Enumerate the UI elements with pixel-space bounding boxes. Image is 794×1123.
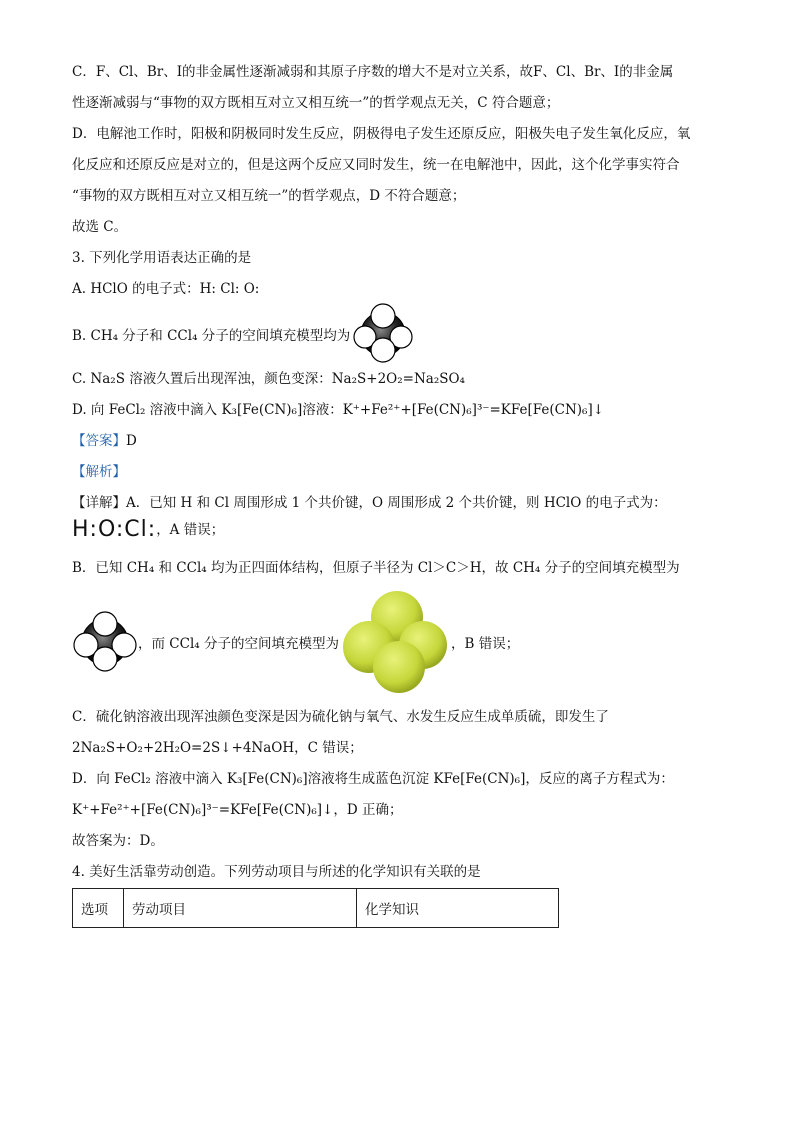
table-header-option: 选项 [73,889,124,928]
document-page [72,62,722,928]
q3-option-d: D. 向 FeCl₂ 溶液中滴入 K₃[Fe(CN)₆]溶液：K⁺+Fe²⁺+[Fe(CN)₆]³⁻=KFe[Fe(CN)₆]↓ [72,402,605,418]
conclusion: 故答案为：D。 [72,833,164,849]
detail-b-models [72,588,722,696]
detail-c-line1: C．硫化钠溶液出现浑浊颜色变深是因为硫化钠与氧气、水发生反应生成单质硫，即发生了 [72,709,609,725]
q3-option-a [72,279,722,299]
answer-line [72,431,722,451]
q4-table [72,888,559,928]
option-a-formula: H: Cl: O: [199,281,260,297]
q2-d-line3: “事物的双方既相互对立又相互统一”的哲学观点，D 不符合题意； [72,188,466,204]
q2-c-line2: 性逐渐减弱与“事物的双方既相互对立又相互统一”的哲学观点无关，C 符合题意； [72,95,560,111]
q3-option-b [72,299,722,369]
ch4-space-filling-model-icon [352,303,414,365]
table-header-knowledge: 化学知识 [357,889,559,928]
analysis-line [72,462,722,482]
analysis-label: 【解析】 [72,464,126,480]
ccl4-space-filling-model-icon [339,589,451,695]
q2-answer: 故选 C。 [72,219,128,235]
answer-value: D [126,433,137,449]
detail-d-line1: D．向 FeCl₂ 溶液中滴入 K₃[Fe(CN)₆]溶液将生成蓝色沉淀 KFe[Fe(CN)₆]，反应的离子方程式为： [72,771,674,787]
detail-d-line2: K⁺+Fe²⁺+[Fe(CN)₆]³⁻=KFe[Fe(CN)₆]↓，D 正确； [72,802,403,818]
detail-b-mid: ，而 CCl₄ 分子的空间填充模型为 [138,636,339,652]
detail-a-line [72,493,722,513]
option-b-text: B. CH₄ 分子和 CCl₄ 分子的空间填充模型均为 [72,328,351,344]
hclo-electron-formula: H:O:Cl: [72,517,157,542]
q2-d-line1: D．电解池工作时，阳极和阴极同时发生反应，阴极得电子发生还原反应，阳极失电子发生氧化反应，氧 [72,126,691,142]
q3-option-c: C. Na₂S 溶液久置后出现浑浊，颜色变深：Na₂S+2O₂=Na₂SO₄ [72,371,465,387]
answer-label: 【答案】 [72,433,126,449]
ch4-space-filling-model-icon [72,611,138,673]
q3-title: 3. 下列化学用语表达正确的是 [72,250,252,266]
detail-label: 【详解】 [72,495,126,511]
table-header-labor: 劳动项目 [124,889,357,928]
detail-a-text: A．已知 H 和 Cl 周围形成 1 个共价键，O 周围形成 2 个共价键，则 HClO 的电子式为： [126,495,667,511]
table-row [73,889,559,928]
detail-b-end: ，B 错误； [450,636,520,652]
option-a-prefix: A. HClO 的电子式： [72,281,200,297]
q2-d-line2: 化反应和还原反应是对立的，但是这两个反应又同时发生，统一在电解池中，因此，这个化学事实符合 [72,157,680,173]
detail-a-end: ，A 错误； [156,522,225,538]
q2-c-line1: C．F、Cl、Br、I的非金属性逐渐减弱和其原子序数的增大不是对立关系，故F、Cl、Br、I的非金属 [72,64,674,80]
q4-title: 4. 美好生活靠劳动创造。下列劳动项目与所述的化学知识有关联的是 [72,864,481,880]
lewis-line [72,513,722,547]
detail-b-line: B．已知 CH₄ 和 CCl₄ 均为正四面体结构，但原子半径为 Cl＞C＞H，故 CH₄ 分子的空间填充模型为 [72,560,680,576]
detail-c-line2: 2Na₂S+O₂+2H₂O=2S↓+4NaOH，C 错误； [72,740,363,756]
